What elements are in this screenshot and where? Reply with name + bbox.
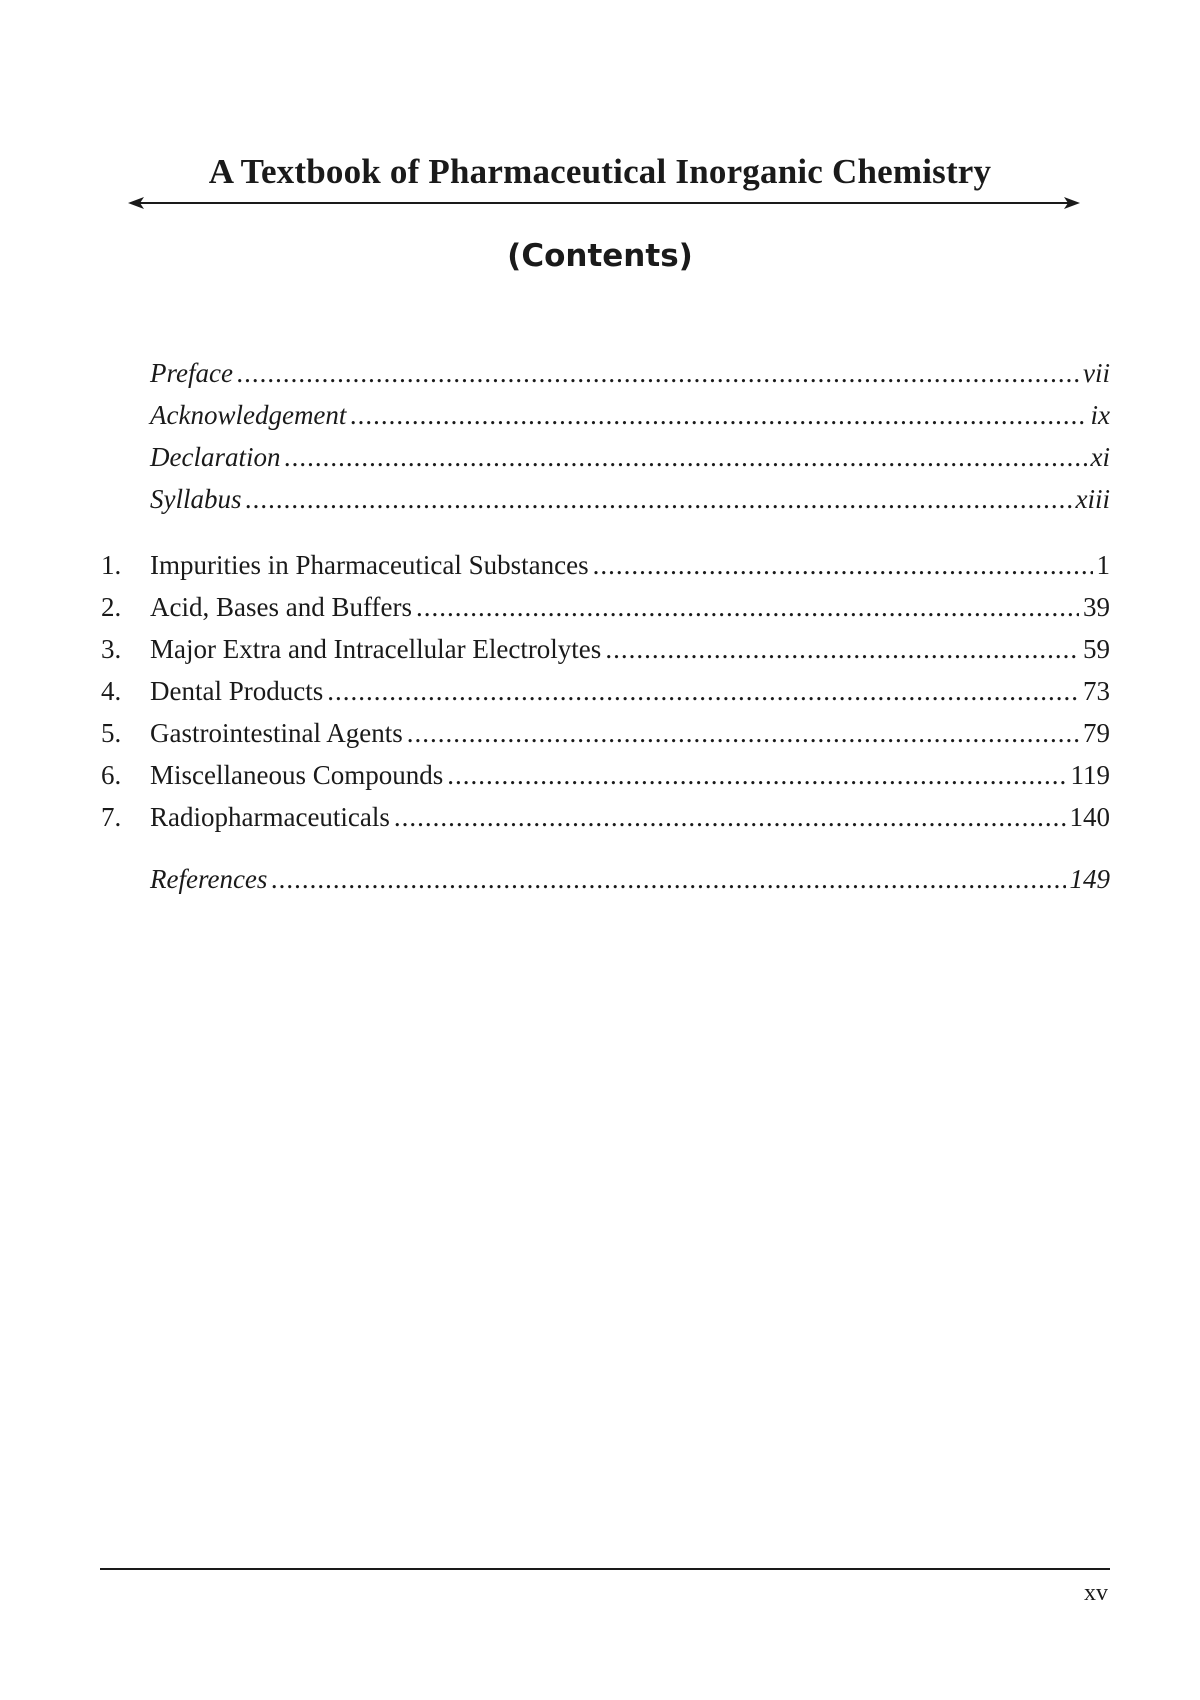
toc-title: Impurities in Pharmaceutical Substances <box>150 550 589 580</box>
toc-title: Major Extra and Intracellular Electrolytes <box>150 634 602 664</box>
toc-page-number: 79 <box>1083 718 1110 748</box>
toc-chapter-5[interactable] <box>0 718 1200 758</box>
toc-title: Syllabus <box>150 484 242 514</box>
dot-leader <box>407 718 1079 749</box>
chapter-number: 5. <box>101 718 122 748</box>
toc-chapter-2[interactable] <box>0 592 1200 632</box>
page-number: xv <box>1084 1580 1108 1606</box>
chapter-number: 6. <box>101 760 122 790</box>
dot-leader <box>237 358 1079 389</box>
dot-leader <box>394 802 1066 833</box>
dot-leader <box>350 400 1086 431</box>
toc-entry-references[interactable] <box>0 864 1200 904</box>
toc-entry-declaration[interactable] <box>0 442 1200 482</box>
toc-page-number: xi <box>1090 442 1110 472</box>
toc-entry-acknowledgement[interactable] <box>0 400 1200 440</box>
toc-chapter-3[interactable] <box>0 634 1200 674</box>
toc-entry-preface[interactable] <box>0 358 1200 398</box>
dot-leader <box>593 550 1093 581</box>
dot-leader <box>271 864 1065 895</box>
toc-page-number: 119 <box>1070 760 1110 790</box>
toc-chapter-7[interactable] <box>0 802 1200 842</box>
toc-chapter-1[interactable] <box>0 550 1200 590</box>
toc-chapter-6[interactable] <box>0 760 1200 800</box>
chapter-number: 4. <box>101 676 122 706</box>
toc-chapter-4[interactable] <box>0 676 1200 716</box>
toc-title: Preface <box>150 358 233 388</box>
footer-rule <box>100 1568 1110 1570</box>
toc-page-number: 1 <box>1096 550 1110 580</box>
dot-leader <box>605 634 1079 665</box>
chapter-number: 1. <box>101 550 122 580</box>
toc-title: Dental Products <box>150 676 324 706</box>
toc-page-number: xiii <box>1075 484 1110 514</box>
toc-page-number: 73 <box>1083 676 1110 706</box>
double-arrow-rule <box>128 196 1080 210</box>
toc-title: Gastrointestinal Agents <box>150 718 403 748</box>
toc-page-number: vii <box>1083 358 1110 388</box>
toc-title: References <box>150 864 268 894</box>
toc-title: Declaration <box>150 442 281 472</box>
book-title: A Textbook of Pharmaceutical Inorganic Chemistry <box>208 152 992 191</box>
toc-title: Miscellaneous Compounds <box>150 760 444 790</box>
dot-leader <box>447 760 1066 791</box>
toc-title: Radiopharmaceuticals <box>150 802 390 832</box>
toc-title: Acknowledgement <box>150 400 347 430</box>
dot-leader <box>246 484 1072 515</box>
toc-page-number: ix <box>1090 400 1110 430</box>
toc-page-number: 59 <box>1083 634 1110 664</box>
chapter-number: 2. <box>101 592 122 622</box>
chapter-number: 3. <box>101 634 122 664</box>
toc-page-number: 39 <box>1083 592 1110 622</box>
toc-page-number: 149 <box>1069 864 1110 894</box>
dot-leader <box>284 442 1086 473</box>
toc-entry-syllabus[interactable] <box>0 484 1200 524</box>
toc-title: Acid, Bases and Buffers <box>150 592 412 622</box>
chapter-number: 7. <box>101 802 122 832</box>
contents-heading: (Contents) <box>507 238 693 274</box>
dot-leader <box>327 676 1079 707</box>
dot-leader <box>416 592 1079 623</box>
toc-page-number: 140 <box>1069 802 1110 832</box>
